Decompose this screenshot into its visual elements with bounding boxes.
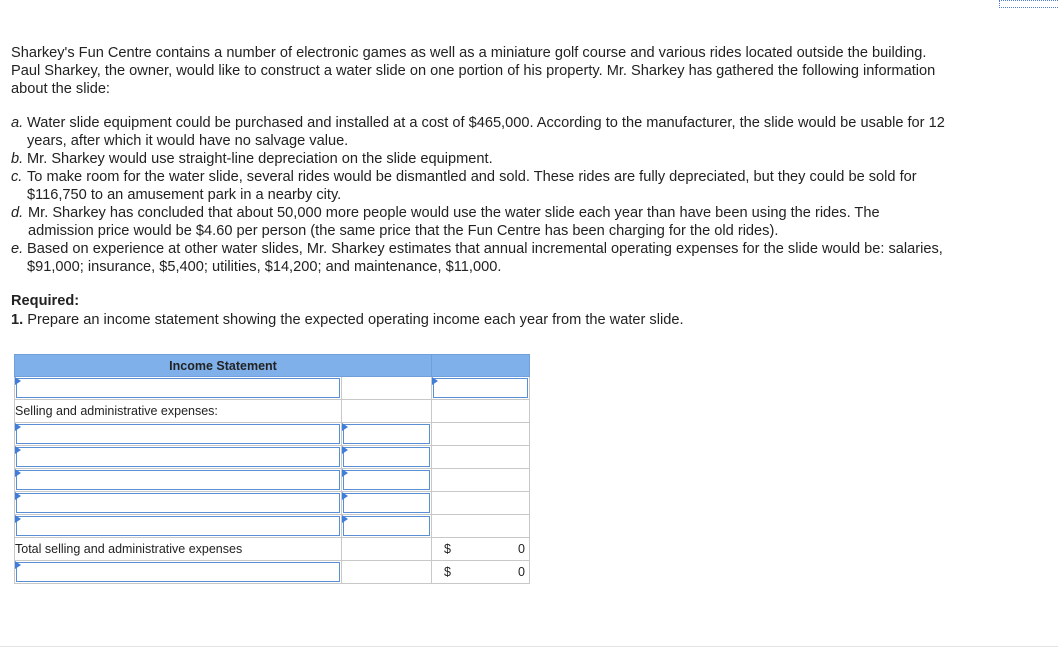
income-statement-table (14, 354, 530, 584)
table-row (15, 492, 530, 515)
problem-item-b: b. Mr. Sharkey would use straight-line depreciation on the slide equipment. (11, 151, 493, 167)
blank-cell (432, 492, 530, 515)
net-income-label-input[interactable] (15, 561, 342, 584)
expense-amount-input-2[interactable] (342, 446, 432, 469)
dropdown-marker-icon (15, 446, 21, 454)
bottom-divider (0, 646, 1058, 647)
expense-amount-input-3[interactable] (342, 469, 432, 492)
table-row (15, 400, 530, 423)
table-row (15, 561, 530, 584)
expense-label-input-5[interactable] (15, 515, 342, 538)
problem-item-a: a. Water slide equipment could be purchased and installed at a cost of $465,000. According to the manufacturer, the slide would be usable for 12 years, after which it would have no salvage value. (11, 115, 945, 149)
dropdown-marker-icon (15, 469, 21, 477)
currency-symbol: $ (444, 565, 451, 579)
revenue-label-input[interactable] (15, 377, 342, 400)
total-sga-value: 0 (518, 542, 525, 556)
dropdown-marker-icon (15, 377, 21, 385)
table-header-row (15, 355, 530, 377)
table-row (15, 515, 530, 538)
dropdown-marker-icon (432, 377, 438, 385)
table-row (15, 538, 530, 561)
requirement-1 (11, 311, 946, 329)
sga-label: Selling and administrative expenses: (15, 400, 342, 423)
requirement-text: Prepare an income statement showing the expected operating income each year from the water slide. (23, 312, 684, 328)
required-heading: Required: (11, 293, 80, 309)
expense-label-input-3[interactable] (15, 469, 342, 492)
expense-amount-input-5[interactable] (342, 515, 432, 538)
total-sga-amount (432, 538, 530, 561)
expense-amount-input-4[interactable] (342, 492, 432, 515)
problem-intro: Sharkey's Fun Centre contains a number of electronic games as well as a miniature golf course and various rides located outside the building. Paul Sharkey, the owner, would like to construct a water slide on one portion of his property. Mr. Sharkey has gathered the following information about the slide: (11, 45, 936, 97)
table-title: Income Statement (15, 355, 432, 377)
expense-label-input-1[interactable] (15, 423, 342, 446)
blank-cell (432, 400, 530, 423)
dropdown-marker-icon (342, 469, 348, 477)
dropdown-marker-icon (342, 446, 348, 454)
blank-cell (342, 377, 432, 400)
top-right-dotted-marker (999, 0, 1058, 8)
blank-cell (342, 538, 432, 561)
revenue-amount-input[interactable] (432, 377, 530, 400)
dropdown-marker-icon (15, 423, 21, 431)
dropdown-marker-icon (342, 515, 348, 523)
table-row (15, 469, 530, 492)
requirement-number: 1. (11, 312, 24, 328)
blank-cell (342, 400, 432, 423)
net-income-amount (432, 561, 530, 584)
problem-text (11, 44, 946, 329)
problem-items (11, 114, 946, 276)
expense-label-input-2[interactable] (15, 446, 342, 469)
table-row (15, 377, 530, 400)
problem-item-d: d. Mr. Sharkey has concluded that about 50,000 more people would use the water slide each year than have been using the rides. The admission price would be $4.60 per person (the same price that the Fun Centre has been charging for the old rides). (11, 205, 880, 239)
blank-cell (432, 515, 530, 538)
total-sga-label: Total selling and administrative expenses (15, 538, 342, 561)
blank-cell (432, 446, 530, 469)
problem-item-e: e. Based on experience at other water slides, Mr. Sharkey estimates that annual incremental operating expenses for the slide would be: salaries, $91,000; insurance, $5,400; utilities, $14,200; and maintenance, $11,000. (11, 241, 943, 275)
blank-cell (432, 469, 530, 492)
dropdown-marker-icon (15, 515, 21, 523)
expense-amount-input-1[interactable] (342, 423, 432, 446)
dropdown-marker-icon (342, 423, 348, 431)
expense-label-input-4[interactable] (15, 492, 342, 515)
table-header-blank (432, 355, 530, 377)
table-row (15, 423, 530, 446)
problem-item-c: c. To make room for the water slide, several rides would be dismantled and sold. These rides are fully depreciated, but they could be sold for $116,750 to an amusement park in a nearby city. (11, 169, 917, 203)
dropdown-marker-icon (342, 492, 348, 500)
blank-cell (342, 561, 432, 584)
table-row (15, 446, 530, 469)
dropdown-marker-icon (15, 492, 21, 500)
currency-symbol: $ (444, 542, 451, 556)
net-income-value: 0 (518, 565, 525, 579)
dropdown-marker-icon (15, 561, 21, 569)
blank-cell (432, 423, 530, 446)
